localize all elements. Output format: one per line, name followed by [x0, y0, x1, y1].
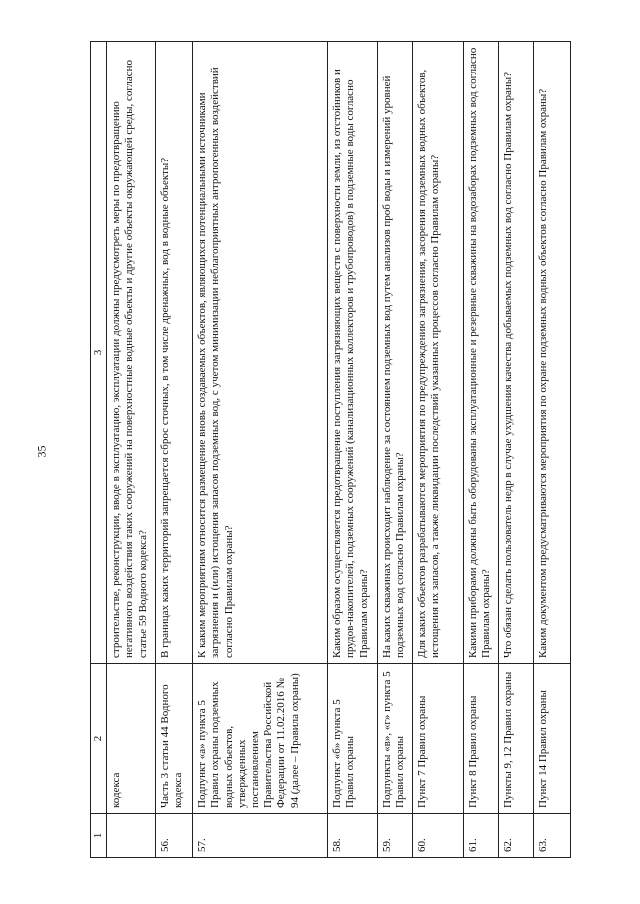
row-number — [107, 814, 156, 858]
table-row — [534, 42, 571, 858]
row-question: Что обязан сделать пользователь недр в случае ухудшения качества добываемых подземных вод согласно Правилам охраны? — [499, 42, 534, 664]
questions-table — [90, 41, 571, 858]
row-number: 63. — [534, 814, 571, 858]
row-question: В границах каких территорий запрещается сброс сточных, в том числе дренажных, вод в водные объекты? — [156, 42, 193, 664]
column-header: 2 — [91, 664, 107, 814]
row-question: строительстве, реконструкции, вводе в эксплуатацию, эксплуатации должны предусмотреть меры по предотвращению негативного воздействия таких сооружений на поверхностные водные объекты и другие объекты окружающей среды, согласно статье 59 Водного кодекса? — [107, 42, 156, 664]
table-row — [193, 42, 328, 858]
row-source: Пункт 8 Правил охраны — [464, 664, 499, 814]
row-number: 57. — [193, 814, 328, 858]
table-header-row — [91, 42, 107, 858]
row-number: 62. — [499, 814, 534, 858]
page-number: 35 — [34, 445, 49, 458]
row-question: Каким образом осуществляется предотвращение поступления загрязняющих веществ с поверхности земли, из отстойников и прудов-накопителей, подземных сооружений (канализационных коллекторов и трубопроводов) в подземные воды согласно Правилам охраны? — [328, 42, 378, 664]
row-number: 59. — [378, 814, 413, 858]
row-number: 58. — [328, 814, 378, 858]
row-question: Какими приборами должны быть оборудованы эксплуатационные и резервные скважины на водозаборах подземных вод согласно Правилам охраны? — [464, 42, 499, 664]
row-source: Часть 3 статьи 44 Водного кодекса — [156, 664, 193, 814]
row-number: 56. — [156, 814, 193, 858]
row-number: 60. — [413, 814, 464, 858]
row-source: Подпункт «а» пункта 5 Правил охраны подземных водных объектов, утвержденных постановлением Правительства Российской Федерации от 11.02.2016 № 94 (далее – Правила охраны) — [193, 664, 328, 814]
column-header: 3 — [91, 42, 107, 664]
table-row — [464, 42, 499, 858]
row-number: 61. — [464, 814, 499, 858]
table-row — [413, 42, 464, 858]
document-sheet — [90, 42, 561, 858]
row-question: Каким документом предусматриваются мероприятия по охране подземных водных объектов согласно Правилам охраны? — [534, 42, 571, 664]
table-row — [378, 42, 413, 858]
column-header: 1 — [91, 814, 107, 858]
table-row — [107, 42, 156, 858]
table-row — [328, 42, 378, 858]
row-question: Для каких объектов разрабатываются мероприятия по предупреждению загрязнения, засорения подземных водных объектов, истощения их запасов, а также ликвидации последствий указанных процессов согласно Правилам охраны? — [413, 42, 464, 664]
row-question: К каким мероприятиям относится размещение вновь создаваемых объектов, являющихся потенциальными источниками загрязнения и (или) истощения запасов подземных вод, с учетом минимизации неблагоприятных антропогенных воздействий согласно Правилам охраны? — [193, 42, 328, 664]
row-source: Пункт 14 Правил охраны — [534, 664, 571, 814]
row-question: На каких скважинах происходит наблюдение за состоянием подземных вод путем анализов проб воды и измерений уровней подземных вод согласно Правилам охраны? — [378, 42, 413, 664]
row-source: Пункты 9, 12 Правил охраны — [499, 664, 534, 814]
row-source: Пункт 7 Правил охраны — [413, 664, 464, 814]
row-source: кодекса — [107, 664, 156, 814]
row-source: Подпункт «б» пункта 5 Правил охраны — [328, 664, 378, 814]
row-source: Подпункты «в», «г» пункта 5 Правил охраны — [378, 664, 413, 814]
table-row — [156, 42, 193, 858]
table-row — [499, 42, 534, 858]
